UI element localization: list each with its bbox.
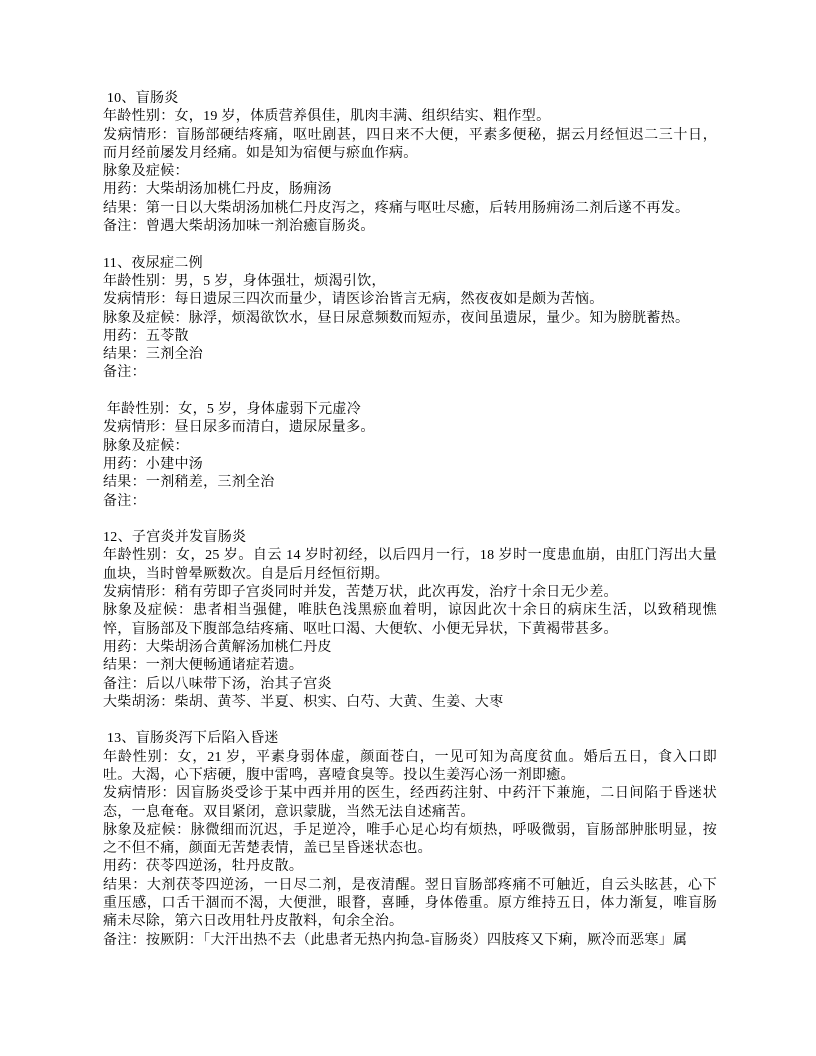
case-block xyxy=(103,255,717,383)
case-paragraph: 脉象及症候：脉浮，烦渴欲饮水，昼日尿意频数而短赤，夜间虽遗尿，量少。知为膀胱蓄热。 xyxy=(103,310,690,326)
case-heading: 13、盲肠炎泻下后陷入昏迷 xyxy=(103,731,279,747)
case-paragraph: 备注：按厥阴：「大汗出热不去（此患者无热内拘急-盲肠炎）四肢疼又下痢，厥冷而恶寒」属 xyxy=(103,932,688,948)
case-heading: 11、夜尿症二例 xyxy=(103,255,203,271)
case-paragraph: 备注： xyxy=(103,365,146,381)
case-paragraph: 大柴胡汤：柴胡、黄芩、半夏、枳实、白芍、大黄、生姜、大枣 xyxy=(103,694,504,710)
case-paragraph: 用药：大柴胡汤合黄解汤加桃仁丹皮 xyxy=(103,639,332,655)
case-block xyxy=(103,401,717,511)
case-heading: 10、盲肠炎 xyxy=(103,91,179,106)
case-paragraph: 结果：第一日以大柴胡汤加桃仁丹皮泻之，疼痛与呕吐尽癒，后转用肠痈汤二剂后遂不再发。 xyxy=(103,200,690,216)
case-paragraph: 发病情形：昼日尿多而清白，遗尿尿量多。 xyxy=(103,420,375,436)
case-heading: 12、子宫炎并发盲肠炎 xyxy=(103,530,247,546)
case-paragraph: 脉象及症候： xyxy=(103,438,189,454)
case-paragraph: 结果：大剂茯苓四逆汤，一日尽二剂，是夜清醒。翌日盲肠部疼痛不可触近，自云头眩甚，心下重压感，口舌干涸而不渴，大便泄，眼瞀，喜睡，身体倦重。原方维持五日，体力渐复，唯盲肠痛未尽除，第六日改用牡丹皮散料，旬余全治。 xyxy=(103,877,717,930)
case-paragraph: 用药：大柴胡汤加桃仁丹皮，肠痈汤 xyxy=(103,182,332,198)
case-block xyxy=(103,529,717,712)
case-paragraph: 年龄性别：女，21 岁，平素身弱体虚，颜面苍白，一见可知为高度贫血。婚后五日，食入口即吐。大渴，心下痞硬，腹中雷鸣，喜噎食臭等。投以生姜泻心汤一剂即癒。 xyxy=(103,749,717,783)
case-paragraph: 发病情形：每日遗尿三四次而量少，请医诊治皆言无病，然夜夜如是颇为苦恼。 xyxy=(103,292,604,308)
case-paragraph: 备注： xyxy=(103,493,146,509)
medical-cases-document xyxy=(103,90,717,950)
case-paragraph: 结果：一剂稍差，三剂全治 xyxy=(103,475,275,491)
case-block xyxy=(103,90,717,236)
case-block xyxy=(103,730,717,950)
case-paragraph: 脉象及症候： xyxy=(103,164,189,180)
case-paragraph: 发病情形：因盲肠炎受诊于某中西并用的医生，经西药注射、中药汗下兼施，二日间陷于昏迷状态，一息奄奄。双目紧闭，意识蒙胧，当然无法自述痛苦。 xyxy=(103,786,717,820)
case-paragraph: 用药：五苓散 xyxy=(103,328,189,344)
case-paragraph: 用药：小建中汤 xyxy=(103,456,204,472)
case-paragraph: 年龄性别：女，5 岁，身体虚弱下元虚冷 xyxy=(103,402,362,418)
case-paragraph: 发病情形：稍有劳即子宫炎同时并发，苦楚万状，此次再发，治疗十余日无少差。 xyxy=(103,585,618,601)
case-paragraph: 脉象及症候：脉微细而沉迟，手足逆冷，唯手心足心均有烦热，呼吸微弱，盲肠部肿胀明显，按之不但不痛，颜面无苦楚表情，盖已呈昏迷状态也。 xyxy=(103,822,717,857)
case-paragraph: 脉象及症候：患者相当强健，唯肤色浅黑瘀血着明，谅因此次十余日的病床生活，以致稍现憔悴，盲肠部及下腹部急结疼痛、呕吐口渴、大便软、小便无异状，下黄褐带甚多。 xyxy=(103,603,717,637)
case-paragraph: 年龄性别：女，19 岁，体质营养俱佳，肌肉丰满、组织结实、粗作型。 xyxy=(103,109,551,125)
case-paragraph: 发病情形：盲肠部硬结疼痛，呕吐剧甚，四日来不大便，平素多便秘，据云月经恒迟二三十日，而月经前屡发月经痛。如是知为宿便与瘀血作病。 xyxy=(103,127,717,161)
case-paragraph: 结果：一剂大便畅通诸症若遗。 xyxy=(103,658,304,674)
case-paragraph: 结果：三剂全治 xyxy=(103,347,204,363)
case-paragraph: 备注：曾遇大柴胡汤加味一剂治癒盲肠炎。 xyxy=(103,219,375,235)
case-paragraph: 年龄性别：男，5 岁，身体强壮，烦渴引饮， xyxy=(103,273,386,289)
case-paragraph: 年龄性别：女，25 岁。自云 14 岁时初经，以后四月一行，18 岁时一度患血崩，由肛门泻出大量血块，当时曾晕厥数次。自是后月经恒衍期。 xyxy=(103,548,717,582)
case-paragraph: 备注：后以八味带下汤，治其子宫炎 xyxy=(103,676,332,692)
case-paragraph: 用药：茯苓四逆汤，牡丹皮散。 xyxy=(103,859,304,875)
